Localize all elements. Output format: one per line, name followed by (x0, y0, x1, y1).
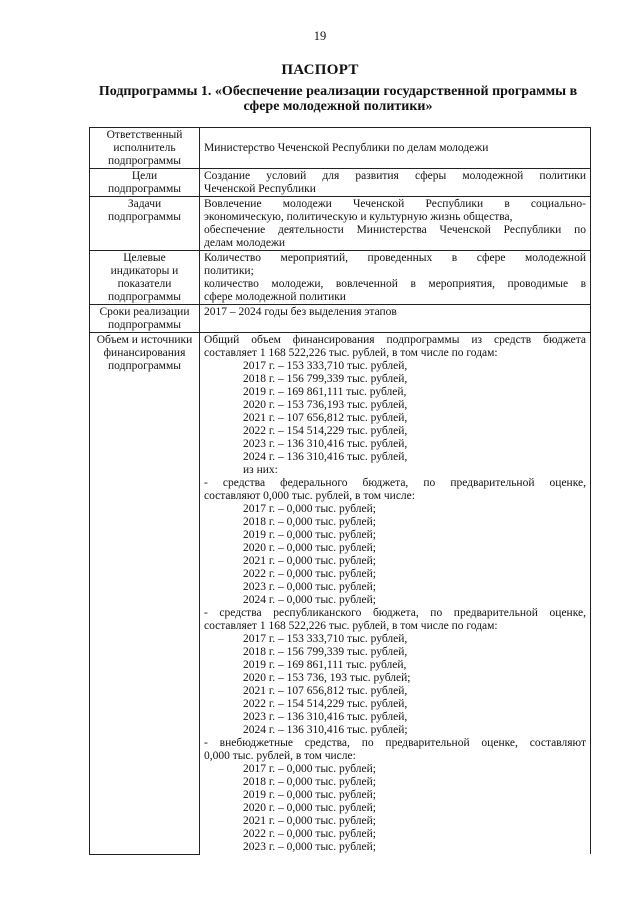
label-line: исполнитель (113, 142, 176, 154)
label-line: финансирования (103, 347, 186, 359)
label-line: подпрограммы (108, 360, 181, 372)
value-line: составляет 1 168 522,226 тыс. рублей, в том числе по годам: (204, 620, 498, 632)
year-line: 2024 г. – 0,000 тыс. рублей; (243, 594, 376, 606)
year-line: 2023 г. – 0,000 тыс. рублей; (243, 581, 376, 593)
year-line: 2017 г. – 0,000 тыс. рублей; (243, 503, 376, 515)
year-line: 2018 г. – 156 799,339 тыс. рублей, (243, 373, 408, 385)
label-line: подпрограммы (108, 155, 181, 167)
year-line: 2022 г. – 0,000 тыс. рублей; (243, 828, 376, 840)
label-line: Объем и источники (96, 334, 193, 346)
year-line: 2017 г. – 153 333,710 тыс. рублей, (243, 360, 408, 372)
value-executor (200, 128, 591, 169)
label-line: Цели (131, 170, 158, 182)
page-number: 19 (313, 29, 327, 43)
value-line: Количество мероприятий, проведенных в сфере молодежной (204, 252, 586, 264)
value-line: 0,000 тыс. рублей, в том числе: (204, 750, 356, 762)
row-indicators (90, 251, 591, 305)
year-line: 2024 г. – 136 310,416 тыс. рублей, (243, 451, 408, 463)
year-line: 2021 г. – 0,000 тыс. рублей; (243, 815, 376, 827)
value-line: количество молодежи, вовлеченной в мероприятия, проводимые в (204, 278, 586, 290)
value-line: Министерство Чеченской Республики по делам молодежи (204, 142, 489, 154)
label-executor (90, 128, 200, 169)
value-line: - внебюджетные средства, по предварительной оценке, составляют (204, 737, 586, 749)
year-line: 2020 г. – 153 736, 193 тыс. рублей; (243, 672, 411, 684)
year-line: 2023 г. – 136 310,416 тыс. рублей, (243, 438, 408, 450)
value-line: обеспечение деятельности Министерства Чеченской Республики по (204, 224, 586, 236)
year-line: 2021 г. – 107 656,812 тыс. рублей, (243, 685, 408, 697)
value-line: - средства республиканского бюджета, по предварительной оценке, (204, 607, 586, 619)
year-line: 2021 г. – 107 656,812 тыс. рублей, (243, 412, 408, 424)
value-line: Общий объем финансирования подпрограммы из средств бюджета (204, 334, 586, 346)
label-line: подпрограммы (108, 291, 181, 303)
row-goals (90, 169, 591, 197)
value-tasks (200, 197, 591, 251)
year-line: 2022 г. – 154 514,229 тыс. рублей, (243, 425, 408, 437)
value-goals (200, 169, 591, 197)
value-line: 2017 – 2024 годы без выделения этапов (204, 306, 397, 318)
value-line: делам молодежи (204, 237, 286, 249)
value-terms (200, 305, 591, 333)
value-indicators (200, 251, 591, 305)
label-financing (90, 333, 200, 855)
row-financing (90, 333, 591, 855)
label-line: Целевые (123, 252, 166, 264)
year-line: 2017 г. – 0,000 тыс. рублей; (243, 763, 376, 775)
label-line: показатели (117, 278, 172, 290)
label-line: Задачи (127, 198, 162, 210)
value-line: Создание условий для развития сферы молодежной политики (204, 170, 586, 182)
label-terms (90, 305, 200, 333)
label-line: Ответственный (106, 129, 183, 141)
label-goals (90, 169, 200, 197)
value-line: сфере молодежной политики (204, 291, 346, 303)
label-line: Сроки реализации (99, 306, 190, 318)
year-line: 2020 г. – 153 736,193 тыс. рублей, (243, 399, 408, 411)
value-line: экономическую, политическую и культурную жизнь общества, (204, 211, 513, 223)
label-line: подпрограммы (108, 211, 181, 223)
subtitle-line: Подпрограммы 1. «Обеспечение реализации государственной программы в (98, 84, 578, 99)
year-line: 2019 г. – 169 861,111 тыс. рублей, (243, 386, 407, 398)
year-line: 2019 г. – 0,000 тыс. рублей; (243, 789, 376, 801)
value-line: Вовлечение молодежи Чеченской Республики в социально- (204, 198, 586, 210)
value-line: - средства федерального бюджета, по предварительной оценке, (204, 477, 586, 489)
year-line: 2024 г. – 136 310,416 тыс. рублей; (243, 724, 408, 736)
value-financing (200, 333, 591, 855)
label-line: подпрограммы (108, 319, 181, 331)
year-line: 2019 г. – 0,000 тыс. рублей; (243, 529, 376, 541)
year-line: 2022 г. – 154 514,229 тыс. рублей, (243, 698, 408, 710)
label-line: подпрограммы (108, 183, 181, 195)
row-terms (90, 305, 591, 333)
year-line: 2017 г. – 153 333,710 тыс. рублей, (243, 633, 408, 645)
value-line: политики; (204, 265, 254, 277)
value-line: Чеченской Республики (204, 183, 316, 195)
subtitle-line: сфере молодежной политики» (243, 99, 433, 114)
passport-table (89, 127, 591, 855)
document-subtitle (78, 84, 598, 114)
year-line: 2018 г. – 156 799,339 тыс. рублей, (243, 646, 408, 658)
row-tasks (90, 197, 591, 251)
year-line: 2019 г. – 169 861,111 тыс. рублей, (243, 659, 407, 671)
label-indicators (90, 251, 200, 305)
year-line: 2020 г. – 0,000 тыс. рублей; (243, 802, 376, 814)
row-executor (90, 128, 591, 169)
label-tasks (90, 197, 200, 251)
document-title: ПАСПОРТ (281, 62, 359, 78)
value-line: составляют 0,000 тыс. рублей, в том числе: (204, 490, 415, 502)
year-line: 2023 г. – 0,000 тыс. рублей; (243, 841, 376, 853)
year-line: 2022 г. – 0,000 тыс. рублей; (243, 568, 376, 580)
year-line: 2021 г. – 0,000 тыс. рублей; (243, 555, 376, 567)
value-line: составляет 1 168 522,226 тыс. рублей, в том числе по годам: (204, 347, 498, 359)
of-which-label: из них: (243, 464, 278, 476)
year-line: 2018 г. – 0,000 тыс. рублей; (243, 776, 376, 788)
year-line: 2023 г. – 136 310,416 тыс. рублей, (243, 711, 408, 723)
year-line: 2018 г. – 0,000 тыс. рублей; (243, 516, 376, 528)
label-line: индикаторы и (110, 265, 179, 277)
year-line: 2020 г. – 0,000 тыс. рублей; (243, 542, 376, 554)
